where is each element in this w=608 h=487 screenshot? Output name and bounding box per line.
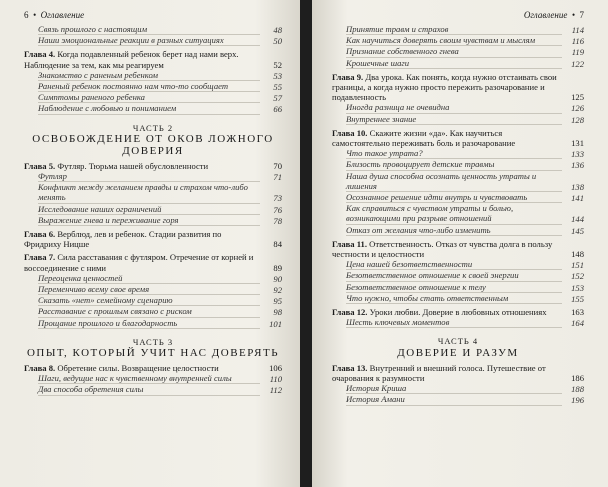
part-heading [24,337,282,359]
entry-page-number: 119 [571,47,584,58]
entry-page-number: 53 [273,70,282,81]
toc-section-entry [24,215,282,226]
toc-chapter-entry [24,49,282,69]
entry-title: Скажите жизни «да». Как научиться самостоятельно переживать боль и разочарование [332,127,516,149]
entry-title: История Криша [346,383,407,394]
entry-page-number: 164 [571,318,584,329]
entry-page-number: 131 [571,138,584,149]
running-header: Оглавление • 7 [523,10,584,20]
running-header: 6 • Оглавление [24,10,85,20]
toc-section-entry [332,282,584,293]
entry-page-number: 66 [273,104,282,115]
entry-title: Два урока. Как понять, когда нужно отстаивать свои границы, а когда нужно просто пережить разочарование и подавленность [332,71,557,103]
entry-page-number: 52 [273,59,282,70]
toc-list [332,24,584,406]
entry-title: Как справиться с чувством утраты и болью, возникающими при разрыве отношений [346,203,514,224]
entry-title: Внутреннее знание [346,113,417,124]
toc-section-entry [332,270,584,281]
toc-section-entry [332,24,584,35]
entry-page-number: 196 [571,395,584,406]
chapter-label: Глава 8. [24,363,56,374]
entry-title: Связь прошлого с настоящим [38,24,148,34]
toc-section-entry [332,46,584,57]
toc-section-entry [332,171,584,192]
entry-page-number: 141 [571,193,584,204]
entry-title: Обретение силы. Возвращение целостности [57,363,219,374]
toc-section-entry [332,102,584,113]
entry-title: Уроки любви. Доверие в любовных отношениях [369,307,547,318]
entry-page-number: 122 [571,58,584,69]
entry-title: Шесть ключевых моментов [346,317,450,328]
entry-page-number: 138 [571,181,584,192]
entry-page-number: 57 [273,93,282,104]
page-number: 7 [579,10,584,20]
part-title: ОСВОБОЖДЕНИЕ ОТ ОКОВ ЛОЖНОГО ДОВЕРИЯ [32,132,274,157]
toc-section-entry [332,203,584,224]
toc-section-entry [332,35,584,46]
left-page [0,0,300,487]
part-heading [332,336,584,358]
entry-page-number: 186 [571,372,584,383]
entry-title: Наши эмоциональные реакции в разных ситуациях [38,35,224,46]
toc-section-entry [24,92,282,103]
part-heading [24,123,282,157]
entry-page-number: 55 [273,82,282,93]
chapter-label: Глава 13. [332,362,368,373]
entry-title: Принятие травм и страхов [346,24,449,34]
entry-title: Осознанное решение идти внутрь и чувствовать [346,192,528,203]
toc-section-entry [332,259,584,270]
entry-page-number: 153 [571,282,584,293]
entry-page-number: 188 [571,384,584,395]
entry-title: Выражение гнева и переживание горя [38,214,179,225]
entry-title: Что такое утрата? [346,148,423,159]
entry-page-number: 95 [273,296,282,307]
entry-page-number: 151 [571,260,584,271]
toc-chapter-entry [332,72,584,103]
toc-section-entry [332,394,584,405]
entry-title: Признание собственного гнева [346,46,459,57]
running-title: Оглавление [523,10,568,20]
entry-title: Футляр [38,171,67,182]
chapter-label: Глава 9. [332,71,364,82]
entry-title: Симптомы раненого ребенка [38,92,145,103]
entry-title: Безответственное отношение к телу [346,281,486,292]
entry-page-number: 133 [571,149,584,160]
entry-title: Конфликт между желанием правды и страхом что-либо менять [38,182,248,203]
entry-page-number: 145 [571,225,584,236]
entry-title: История Амани [346,394,405,405]
entry-page-number: 50 [273,36,282,47]
entry-page-number: 116 [571,36,584,47]
part-label: ЧАСТЬ 4 [437,336,479,347]
toc-section-entry [24,273,282,284]
entry-title: Когда подавленный ребенок берет над нами верх. Наблюдение за тем, как мы реагируем [24,49,239,70]
chapter-label: Глава 7. [24,252,56,263]
entry-title: Переменчиво всему свое время [38,284,150,295]
right-page [312,0,608,487]
toc-section-entry [332,225,584,236]
entry-page-number: 92 [273,285,282,296]
part-title: ДОВЕРИЕ И РАЗУМ [397,346,519,359]
entry-title: Что нужно, чтобы стать ответственным [346,292,509,303]
page-number: 6 [24,10,29,20]
toc-section-entry [24,318,282,329]
toc-chapter-entry [332,307,584,317]
entry-title: Расставание с прошлым связано с риском [38,306,192,317]
entry-page-number: 84 [273,239,282,250]
chapter-label: Глава 6. [24,229,56,240]
toc-chapter-entry [24,229,282,249]
toc-section-entry [332,192,584,203]
toc-section-entry [24,70,282,81]
toc-section-entry [24,295,282,306]
entry-page-number: 106 [269,363,282,374]
toc-section-entry [24,373,282,384]
entry-page-number: 98 [273,307,282,318]
toc-section-entry [24,384,282,395]
chapter-label: Глава 4. [24,49,56,60]
toc-chapter-entry [332,128,584,148]
entry-page-number: 78 [273,215,282,226]
entry-page-number: 112 [269,385,282,396]
part-label: ЧАСТЬ 3 [132,336,174,347]
entry-title: Раненый ребенок постоянно нам что-то сообщает [38,81,229,92]
entry-title: Знакомство с раненым ребенком [38,69,158,80]
entry-page-number: 114 [571,25,584,35]
entry-title: Футляр. Тюрьма нашей обусловленности [57,160,209,171]
toc-section-entry [332,317,584,328]
entry-page-number: 128 [571,114,584,125]
entry-page-number: 110 [269,374,282,385]
entry-title: Сказать «нет» семейному сценарию [38,295,173,306]
toc-section-entry [24,103,282,114]
entry-title: Шаги, ведущие нас к чувственному внутренней силы [38,373,232,384]
chapter-label: Глава 10. [332,127,368,138]
book-gutter [300,0,312,487]
toc-section-entry [24,35,282,46]
toc-section-entry [332,383,584,394]
toc-chapter-entry [332,363,584,383]
entry-page-number: 73 [273,193,282,204]
toc-section-entry [332,114,584,125]
toc-section-entry [332,293,584,304]
entry-page-number: 76 [273,204,282,215]
entry-title: Внутренний и внешний голоса. Путешествие от очарования к разумности [332,362,546,383]
entry-page-number: 126 [571,103,584,114]
toc-section-entry [24,306,282,317]
entry-page-number: 71 [273,172,282,183]
toc-section-entry [24,284,282,295]
entry-title: Два способа обретения силы [38,384,144,395]
entry-page-number: 89 [273,262,282,273]
entry-page-number: 70 [273,160,282,171]
toc-section-entry [332,58,584,69]
entry-title: Исследование наших ограничений [38,203,162,214]
toc-chapter-entry [24,161,282,171]
entry-page-number: 163 [571,307,584,318]
entry-page-number: 152 [571,271,584,282]
entry-page-number: 48 [273,25,282,35]
entry-title: Сила расставания с футляром. Отречение от корней и воссоединение с ними [24,252,254,273]
toc-section-entry [24,204,282,215]
entry-page-number: 101 [269,318,282,329]
entry-title: Отказ от желания что-либо изменить [346,224,491,235]
entry-title: Прощание прошлого и благодарность [38,317,178,328]
entry-page-number: 90 [273,273,282,284]
toc-section-entry [332,148,584,159]
entry-title: Как научиться доверять своим чувствам и мыслям [346,35,536,46]
toc-section-entry [24,81,282,92]
entry-title: Крошечные шаги [346,57,410,68]
chapter-label: Глава 11. [332,238,367,249]
chapter-label: Глава 12. [332,307,368,318]
entry-page-number: 136 [571,160,584,171]
toc-chapter-entry [24,252,282,272]
chapter-label: Глава 5. [24,160,56,171]
entry-title: Ответственность. Отказ от чувства долга в пользу честности и целостности [332,238,553,260]
entry-title: Переоценка ценностей [38,272,123,283]
entry-title: Безответственное отношение к своей энергии [346,270,519,281]
entry-title: Наша душа способна осознать ценность утраты и лишения [346,170,537,191]
toc-section-entry [24,24,282,35]
entry-page-number: 155 [571,293,584,304]
entry-title: Цена нашей безответственности [346,259,473,270]
entry-title: Наблюдение с любовью и пониманием [38,103,177,114]
entry-title: Верблюд, лев и ребенок. Стадии развития по Фридриху Ницше [24,229,222,250]
toc-section-entry [24,182,282,203]
part-title: ОПЫТ, КОТОРЫЙ УЧИТ НАС ДОВЕРЯТЬ [26,347,280,360]
toc-chapter-entry [332,239,584,259]
entry-title: Иногда разница не очевидна [346,102,450,113]
entry-title: Близость провоцирует детские травмы [346,159,495,170]
entry-page-number: 125 [571,92,584,103]
toc-section-entry [332,159,584,170]
running-title: Оглавление [40,10,85,20]
toc-chapter-entry [24,363,282,373]
toc-list [24,24,282,396]
toc-section-entry [24,171,282,182]
part-label: ЧАСТЬ 2 [132,122,174,133]
entry-page-number: 144 [571,214,584,225]
entry-page-number: 148 [571,249,584,260]
